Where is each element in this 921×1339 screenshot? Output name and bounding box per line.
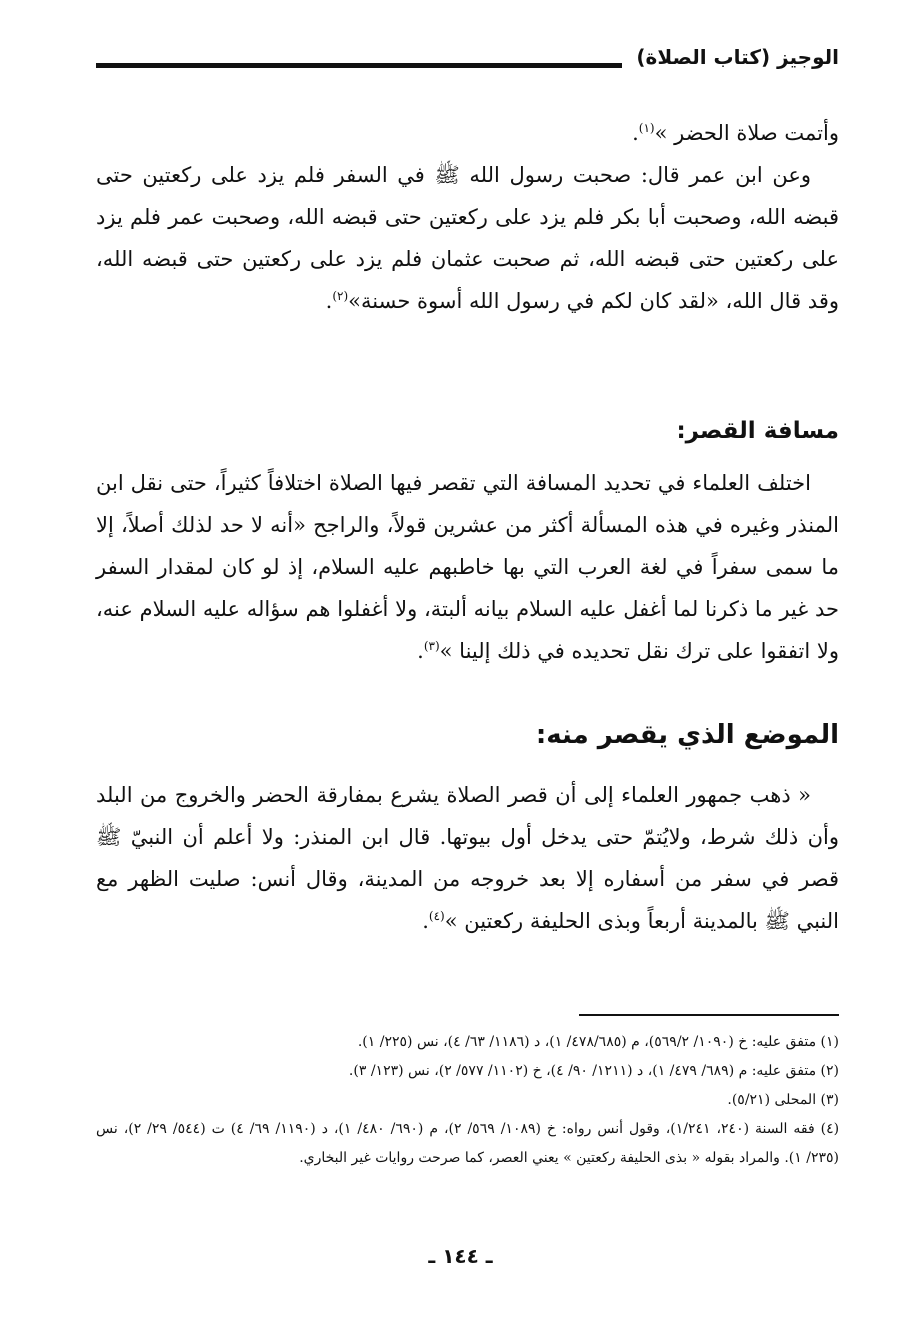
distance-tail: . <box>417 639 424 663</box>
footnote-ref-3: (٣) <box>423 639 440 653</box>
ibn-umar-text: وعن ابن عمر قال: صحبت رسول الله ﷺ في السفر فلم يزد على ركعتين حتى قبضه الله، وصحبت أبا بكر فلم يزد على ركعتين حتى قبضه الله، وصحبت عمر فلم يزد على ركعتين حتى قبضه الله، ثم صحبت عثمان فلم يزد على ركعتين حتى قبضه الله، وقد قال الله، «لقد كان لكم في رسول الله أسوة حسنة» <box>96 163 839 313</box>
footnote-ref-1: (١) <box>638 121 655 135</box>
footnote-2: (٢) متفق عليه: م (٦٨٩/ ٤٧٩/ ١)، د (١٢١١/ ٩٠/ ٤)، خ (١١٠٢/ ٥٧٧/ ٢)، نس (١٢٣/ ٣). <box>348 1063 839 1079</box>
header-rule <box>96 63 622 68</box>
footnote-ref-2: (٢) <box>332 289 349 303</box>
intro-tail: . <box>632 121 639 145</box>
ibn-umar-paragraph <box>96 154 839 322</box>
footnote-separator <box>579 1014 839 1016</box>
footnote-1: (١) متفق عليه: خ (١٠٩٠/ ٥٦٩/٢)، م (٤٧٨/٦٨٥/ ١)، د (١١٨٦/ ٦٣/ ٤)، نس (٢٢٥/ ١). <box>357 1034 839 1050</box>
section-heading-distance: مسافة القصر: <box>676 418 839 444</box>
footnote-4: (٤) فقه السنة (٢٤٠، ١/٢٤١)، وقول أنس رواه: خ (١٠٨٩/ ٥٦٩/ ٢)، م (٦٩٠/ ٤٨٠/ ١)، د (١١٩٠/ ٦٩/ ٤) ت (٥٤٤/ ٢٩/ ٢)، نس (٢٣٥/ ١). والمراد بقوله « بذى الحليفة ركعتين » يعني العصر، كما صرحت روايات غير البخاري. <box>96 1121 840 1166</box>
section-heading-place: الموضع الذي يقصر منه: <box>535 720 839 750</box>
footnote-3: (٣) المحلى (٥/٢١). <box>727 1092 839 1108</box>
distance-paragraph <box>96 462 839 672</box>
distance-text: اختلف العلماء في تحديد المسافة التي تقصر فيها الصلاة اختلافاً كثيراً، حتى نقل ابن المنذر وغيره في هذه المسألة أكثر من عشرين قولاً، والراجح «أنه لا حد لذلك أصلاً، إلا ما سمى سفراً في لغة العرب التي بها خاطبهم عليه السلام، إذ لو كان لمقدار السفر حد غير ما ذكرنا لما أغفل عليه السلام بيانه ألبتة، ولا أغفلوا هم سؤاله عليه السلام عنه، ولا اتفقوا على ترك نقل تحديده في ذلك إلينا » <box>96 471 839 663</box>
header-title: الوجيز (كتاب الصلاة) <box>636 45 839 69</box>
footnote-ref-4: (٤) <box>428 909 445 923</box>
place-paragraph <box>96 774 839 942</box>
page-number: ـ ١٤٤ ـ <box>428 1244 493 1268</box>
footnotes <box>96 1028 839 1173</box>
intro-paragraph <box>96 112 839 154</box>
running-header <box>96 40 839 74</box>
place-text: « ذهب جمهور العلماء إلى أن قصر الصلاة يشرع بمفارقة الحضر والخروج من البلد وأن ذلك شرط، ولايُتمّ حتى يدخل أول بيوتها. قال ابن المنذر: ولا أعلم أن النبيّ ﷺ قصر في سفر من أسفاره إلا بعد خروجه من المدينة، وقال أنس: صليت الظهر مع النبي ﷺ بالمدينة أربعاً وبذى الحليفة ركعتين » <box>96 783 839 933</box>
place-tail: . <box>422 909 429 933</box>
ibn-umar-tail: . <box>325 289 333 313</box>
intro-text: وأتمت صلاة الحضر » <box>654 121 839 145</box>
